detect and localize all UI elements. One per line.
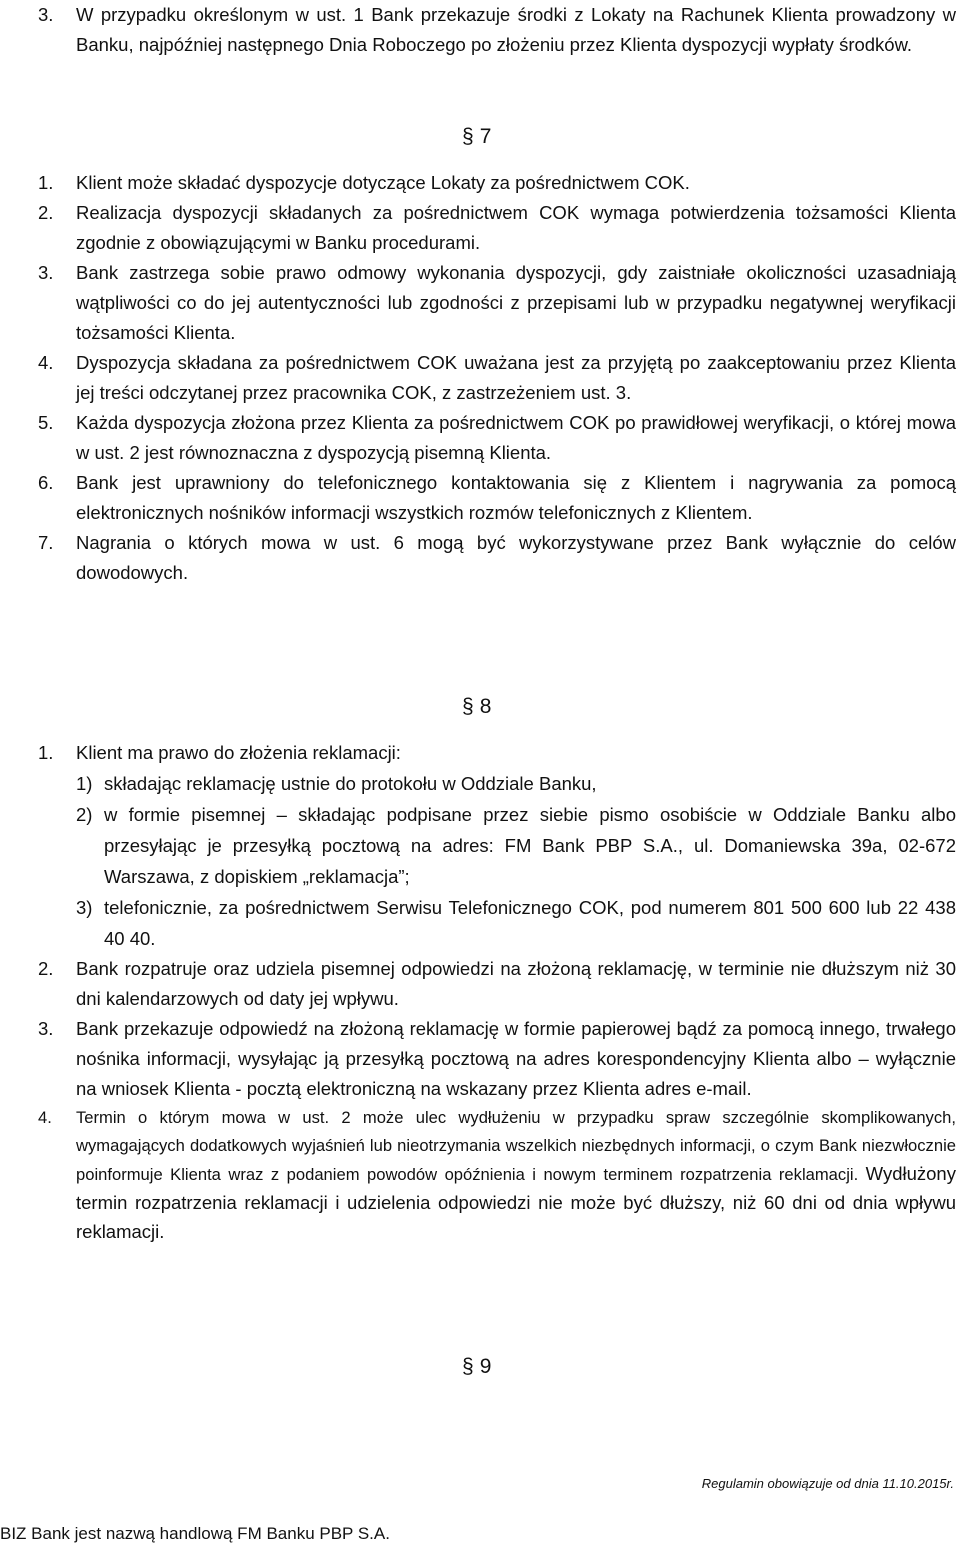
- footer-validity-note: Regulamin obowiązuje od dnia 11.10.2015r.: [701, 1476, 954, 1491]
- sub-item-number: 2): [76, 804, 93, 825]
- sub-list-item: [38, 892, 956, 954]
- item-number: 4.: [38, 1108, 52, 1127]
- item-number: 1.: [38, 742, 54, 763]
- sub-list-item: [38, 768, 956, 799]
- item-text: Klient może składać dyspozycje dotyczące Lokaty za pośrednictwem COK.: [76, 172, 690, 193]
- sub-item-text: telefonicznie, za pośrednictwem Serwisu Telefonicznego COK, pod numerem 801 500 600 lub 22 438 40 40.: [104, 897, 956, 949]
- list-item: [38, 1104, 956, 1247]
- list-item: [38, 168, 956, 198]
- footer-brand-note: BIZ Bank jest nazwą handlową FM Banku PBP S.A.: [0, 1524, 390, 1543]
- item-text-large: Wydłużony termin rozpatrzenia reklamacji i udzielenia odpowiedzi nie może być dłuższy, niż 60 dni od dnia wpływu reklamacji.: [76, 1163, 956, 1242]
- section-heading-8: [462, 694, 491, 720]
- item-text: Bank rozpatruje oraz udziela pisemnej odpowiedzi na złożoną reklamację, w terminie nie dłuższym niż 30 dni kalendarzowych od daty jej wpływu.: [76, 958, 956, 1009]
- list-item: [38, 528, 956, 588]
- sub-item-number: 1): [76, 773, 93, 794]
- item-text: Nagrania o których mowa w ust. 6 mogą być wykorzystywane przez Bank wyłącznie do celów dowodowych.: [76, 532, 956, 583]
- section-symbol: §: [462, 695, 474, 718]
- list-item: [38, 954, 956, 1014]
- item-text: [76, 1104, 956, 1247]
- item-number: 2.: [38, 958, 54, 979]
- sub-item-number: 3): [76, 897, 93, 918]
- item-number: 3.: [38, 262, 54, 283]
- item-text: Bank jest uprawniony do telefonicznego kontaktowania się z Klientem i nagrywania za pomocą elektronicznych nośników informacji wszystkich rozmów telefonicznych z Klientem.: [76, 472, 956, 523]
- item-text: Każda dyspozycja złożona przez Klienta za pośrednictwem COK po prawidłowej weryfikacji, o której mowa w ust. 2 jest równoznaczna z dyspozycją pisemną Klienta.: [76, 412, 956, 463]
- list-section-7: [38, 168, 956, 588]
- item-text: W przypadku określonym w ust. 1 Bank przekazuje środki z Lokaty na Rachunek Klienta prowadzony w Banku, najpóźniej następnego Dnia Roboczego po złożeniu przez Klienta dyspozycji wypłaty środków.: [76, 4, 956, 55]
- item-number: 1.: [38, 172, 54, 193]
- list-item: [38, 738, 956, 768]
- section-number: 9: [479, 1355, 492, 1378]
- item-text: Klient ma prawo do złożenia reklamacji:: [76, 742, 401, 763]
- sub-list-item: [38, 799, 956, 892]
- section-symbol: §: [462, 125, 474, 148]
- list-top: [38, 0, 956, 60]
- section-number: 8: [479, 695, 492, 718]
- sub-item-text: składając reklamację ustnie do protokołu w Oddziale Banku,: [104, 773, 597, 794]
- list-item: [38, 408, 956, 468]
- list-section-8: [38, 738, 956, 1247]
- item-number: 3.: [38, 1018, 54, 1039]
- item-text: Bank zastrzega sobie prawo odmowy wykonania dyspozycji, gdy zaistniałe okoliczności uzasadniają wątpliwości co do jej autentyczności lub zgodności z przepisami lub w przypadku negatywnej weryfikacji tożsamości Klienta.: [76, 262, 956, 343]
- section-symbol: §: [462, 1355, 474, 1378]
- item-number: 7.: [38, 532, 54, 553]
- list-item: [38, 348, 956, 408]
- list-item: [38, 258, 956, 348]
- item-text: Realizacja dyspozycji składanych za pośrednictwem COK wymaga potwierdzenia tożsamości Klienta zgodnie z obowiązującymi w Banku procedurami.: [76, 202, 956, 253]
- list-item: [38, 0, 956, 60]
- item-number: 2.: [38, 202, 54, 223]
- list-item: [38, 1014, 956, 1104]
- sub-item-text: w formie pisemnej – składając podpisane przez siebie pismo osobiście w Oddziale Banku albo przesyłając je przesyłką pocztową na adres: FM Bank PBP S.A., ul. Domaniewska 39a, 02-672 Warszawa, z dopiskiem „reklamacja”;: [104, 804, 956, 887]
- section-heading-9: [462, 1354, 491, 1380]
- item-text: Dyspozycja składana za pośrednictwem COK uważana jest za przyjętą po zaakceptowaniu przez Klienta jej treści odczytanej przez pracownika COK, z zastrzeżeniem ust. 3.: [76, 352, 956, 403]
- list-item: [38, 198, 956, 258]
- item-number: 5.: [38, 412, 54, 433]
- section-number: 7: [479, 125, 492, 148]
- item-number: 4.: [38, 352, 54, 373]
- item-number: 6.: [38, 472, 54, 493]
- item-text: Bank przekazuje odpowiedź na złożoną reklamację w formie papierowej bądź za pomocą innego, trwałego nośnika informacji, wysyłając ją przesyłką pocztową na adres korespondencyjny Klienta albo – wyłącznie na wniosek Klienta - pocztą elektroniczną na wskazany przez Klienta adres e-mail.: [76, 1018, 956, 1099]
- section-heading-7: [462, 124, 491, 150]
- item-number: 3.: [38, 4, 54, 25]
- item-text-small: Termin o którym mowa w ust. 2 może ulec wydłużeniu w przypadku spraw szczególnie skomplikowanych, wymagających dodatkowych wyjaśnień lub nieotrzymania wszelkich niezbędnych informacji, o czym Bank niezwłocznie poinformuje Klienta wraz z podaniem powodów opóźnienia i nowym terminem rozpatrzenia reklamacji.: [76, 1108, 956, 1184]
- list-item: [38, 468, 956, 528]
